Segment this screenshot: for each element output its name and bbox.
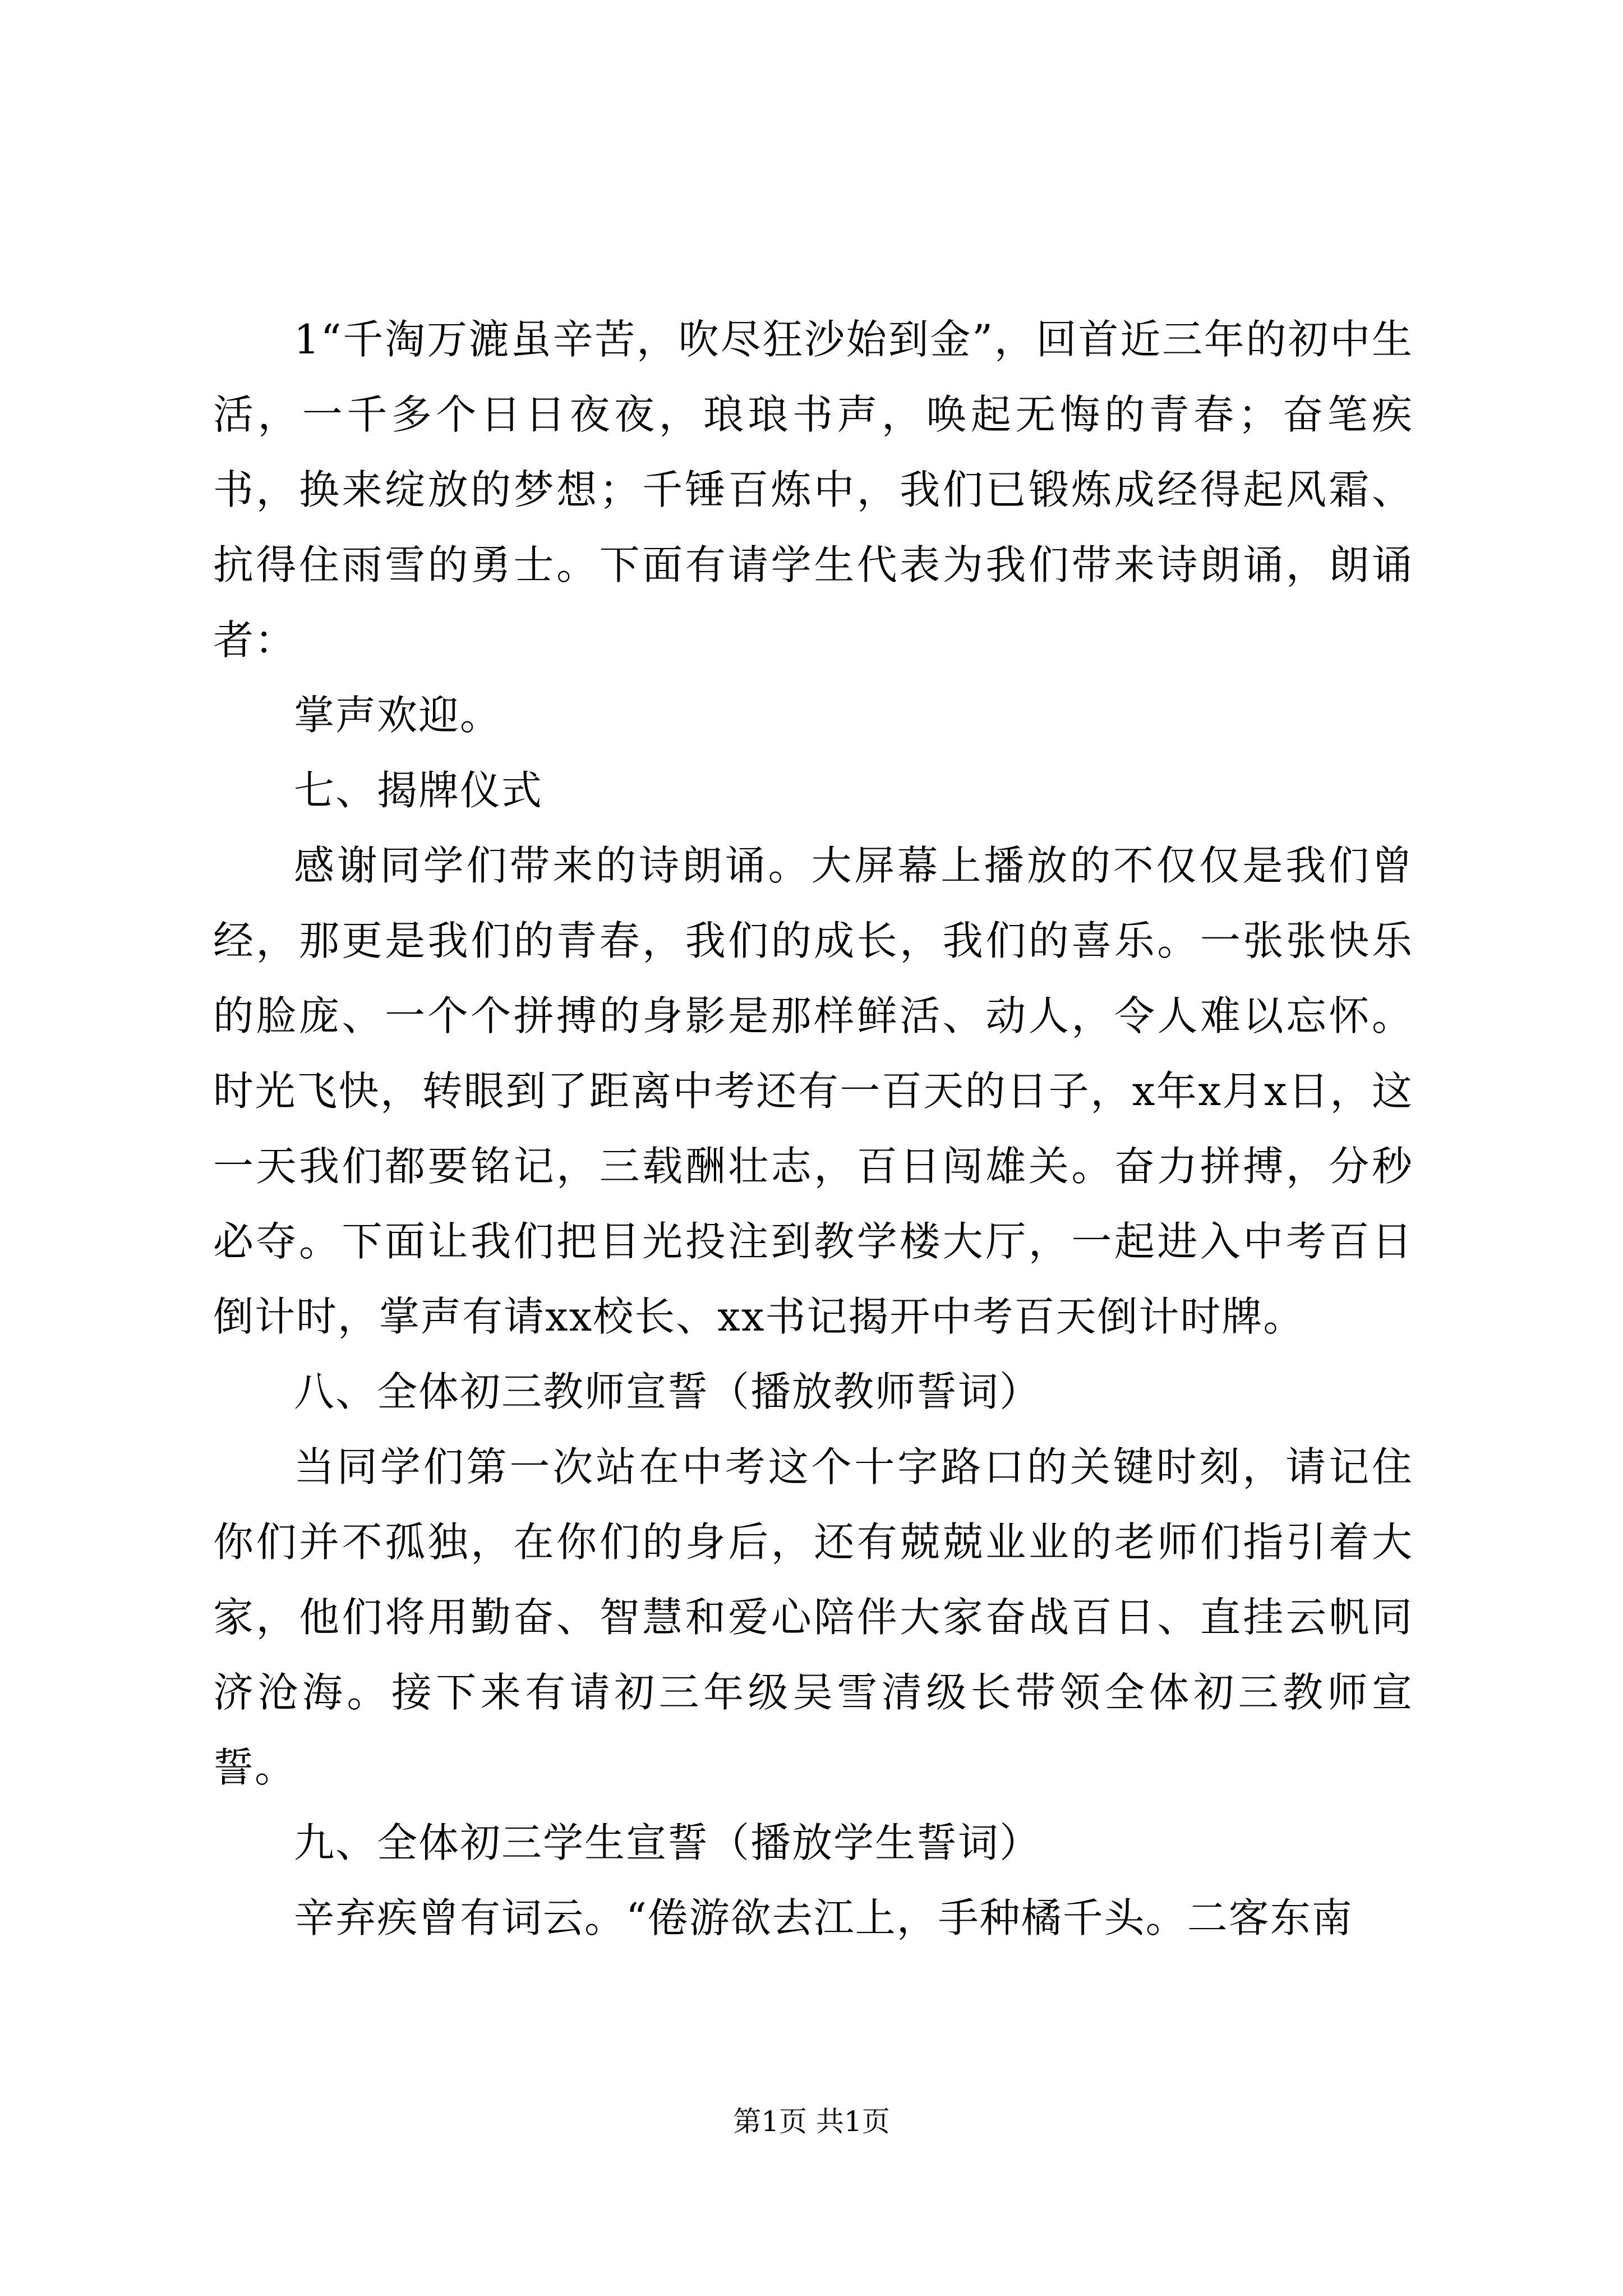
section-heading-student-oath: 九、全体初三学生宣誓（播放学生誓词） — [294, 1819, 1041, 1866]
document-body — [213, 302, 1413, 1955]
paragraph-unveiling: 感谢同学们带来的诗朗诵。大屏幕上播放的不仅仅是我们曾经，那更是我们的青春，我们的成长，我们的喜乐。一张张快乐的脸庞、一个个拼搏的身影是那样鲜活、动人，令人难以忘怀。时光飞快，转眼到了距离中考还有一百天的日子，x年x月x日，这一天我们都要铭记，三载酬壮志，百日闯雄关。奋力拼搏，分秒必夺。下面让我们把目光投注到教学楼大厅，一起进入中考百日倒计时，掌声有请xx校长、xx书记揭开中考百天倒计时牌。 — [213, 842, 1413, 1340]
paragraph-poem-intro: 1“千淘万漉虽辛苦，吹尽狂沙始到金”，回首近三年的初中生活，一千多个日日夜夜，琅琅书声，唤起无悔的青春；奋笔疾书，换来绽放的梦想；千锤百炼中，我们已锻炼成经得起风霜、抗得住雨雪的勇士。下面有请学生代表为我们带来诗朗诵，朗诵者： — [213, 316, 1413, 664]
paragraph-teacher-oath: 当同学们第一次站在中考这个十字路口的关键时刻，请记住你们并不孤独，在你们的身后，还有兢兢业业的老师们指引着大家，他们将用勤奋、智慧和爱心陪伴大家奋战百日、直挂云帆同济沧海。接下来有请初三年级吴雪清级长带领全体初三教师宣誓。 — [213, 1443, 1413, 1791]
paragraph-student-oath: 辛弃疾曾有词云。“倦游欲去江上，手种橘千头。二客东南 — [294, 1894, 1353, 1941]
section-heading-teacher-oath: 八、全体初三教师宣誓（播放教师誓词） — [294, 1368, 1041, 1415]
page-footer: 第1页 共1页 — [733, 2105, 890, 2138]
paragraph-applause: 掌声欢迎。 — [294, 692, 502, 739]
section-heading-unveiling: 七、揭牌仪式 — [294, 767, 543, 814]
